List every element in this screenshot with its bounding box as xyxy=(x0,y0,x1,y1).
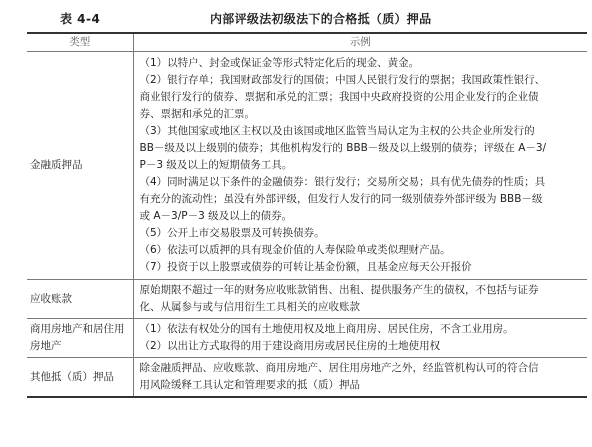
row-description xyxy=(133,358,587,398)
table-caption xyxy=(0,8,592,28)
table-header-row xyxy=(27,33,587,52)
row-category: 其他抵（质）押品 xyxy=(27,358,133,398)
table-number: 表 4-4 xyxy=(60,12,101,26)
category-line: 商用房地产和居住用 xyxy=(30,323,125,335)
description-line: 有充分的流动性；虽没有外部评级，但发行人发行的同一级别债券外部评级为 BBB－级 xyxy=(139,193,543,205)
description-line: （6）依法可以质押的具有现金价值的人寿保险单或类似理财产品。 xyxy=(139,244,451,256)
description-line: 化、从属参与或与信用衍生工具相关的应收账款 xyxy=(139,301,360,313)
row-category: 应收账款 xyxy=(27,280,133,319)
header-type: 类型 xyxy=(27,33,133,52)
table-title: 内部评级法初级法下的合格抵（质）押品 xyxy=(210,12,432,26)
table-row xyxy=(27,358,587,398)
table-row xyxy=(27,52,587,280)
table-row xyxy=(27,280,587,319)
description-line: （2）以出让方式取得的用于建设商用房或居民住房的土地使用权 xyxy=(139,340,441,352)
row-description xyxy=(133,52,587,280)
description-line: 或 A－3/P－3 级及以上的债券。 xyxy=(139,210,293,222)
row-category xyxy=(27,319,133,358)
description-line: 用风险缓释工具认定和管理要求的抵（质）押品 xyxy=(139,379,360,391)
description-line: 除金融质押品、应收账款、商用房地产、居住用房地产之外，经监管机构认可的符合信 xyxy=(139,362,539,374)
description-line: BB－级及以上级别的债券；其他机构发行的 BBB－级及以上级别的债券；评级在 A－3/ xyxy=(139,142,547,154)
description-line: （1）依法有权处分的国有土地使用权及地上商用房、居民住房，不含工业用房。 xyxy=(139,323,514,335)
description-line: （4）同时满足以下条件的金融债券：银行发行；交易所交易；具有优先债券的性质；具 xyxy=(139,176,546,188)
row-description xyxy=(133,280,587,319)
row-description xyxy=(133,319,587,358)
description-line: （2）银行存单；我国财政部发行的国债；中国人民银行发行的票据；我国政策性银行、 xyxy=(139,74,546,86)
description-line: 券、票据和承兑的汇票。 xyxy=(139,108,255,120)
description-line: 原始期限不超过一年的财务应收账款销售、出租、提供服务产生的债权，不包括与证券 xyxy=(139,284,539,296)
description-line: （5）公开上市交易股票及可转换债券。 xyxy=(139,227,325,239)
category-line: 房地产 xyxy=(30,340,62,352)
description-line: （7）投资于以上股票或债券的可转让基金份额，且基金应每天公开报价 xyxy=(139,261,472,273)
description-line: P－3 级及以上的短期债务工具。 xyxy=(139,159,293,171)
description-line: 商业银行发行的债券、票据和承兑的汇票；我国中央政府投资的公用企业发行的企业债 xyxy=(139,91,539,103)
description-line: （1）以特户、封金或保证金等形式特定化后的现金、黄金。 xyxy=(139,57,420,69)
collateral-table xyxy=(27,32,587,398)
row-category: 金融质押品 xyxy=(27,52,133,280)
table-row xyxy=(27,319,587,358)
header-examples: 示例 xyxy=(133,33,587,52)
description-line: （3）其他国家或地区主权以及由该国或地区监管当局认定为主权的公共企业所发行的 xyxy=(139,125,535,137)
